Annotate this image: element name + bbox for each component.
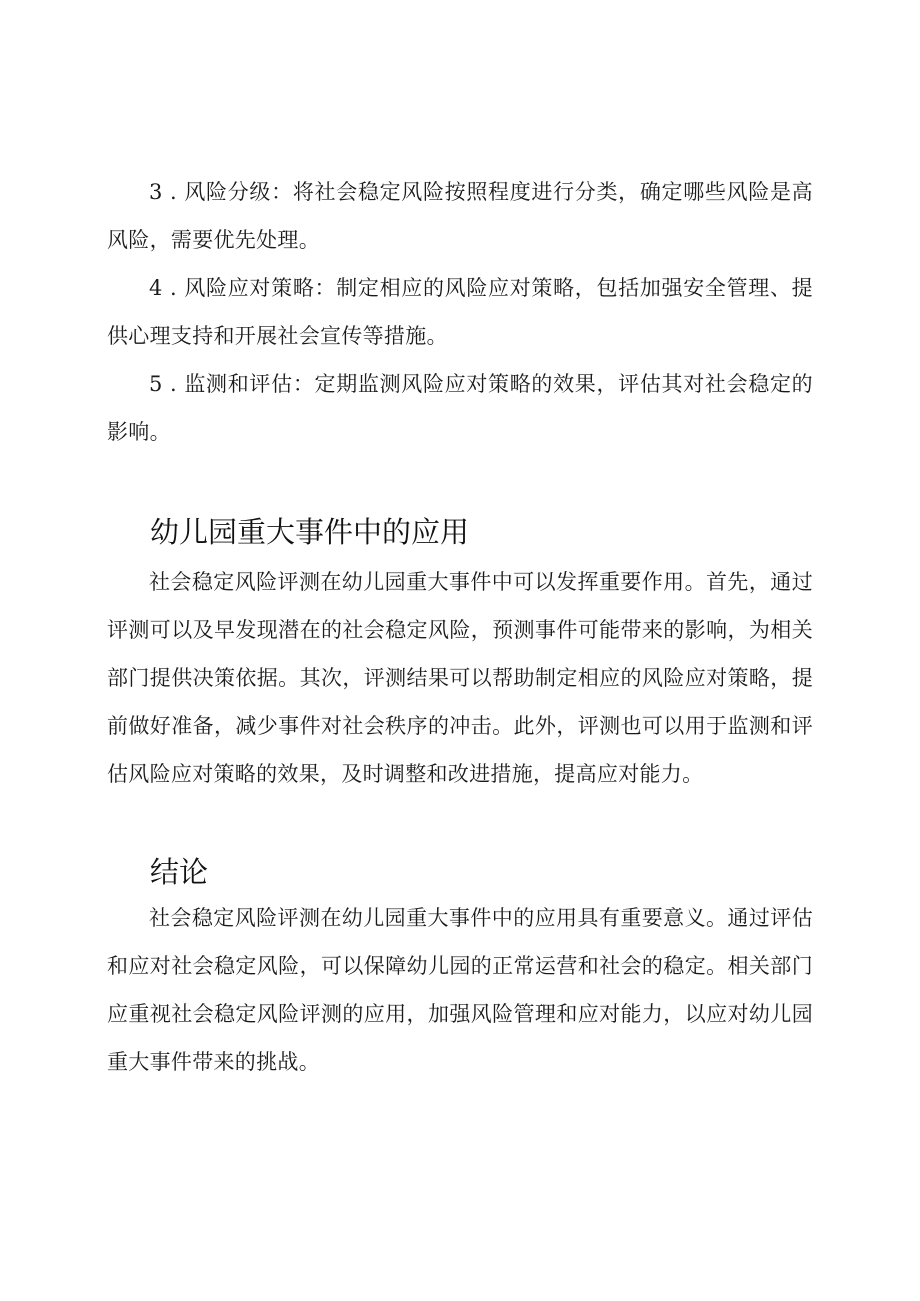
list-item-monitoring-evaluation: 5 . 监测和评估：定期监测风险应对策略的效果，评估其对社会稳定的影响。 (107, 372, 813, 444)
section-heading-application: 幼儿园重大事件中的应用 (150, 515, 470, 549)
section-body-application: 社会稳定风险评测在幼儿园重大事件中可以发挥重要作用。首先，通过评测可以及早发现潜在的社会稳定风险，预测事件可能带来的影响，为相关部门提供决策依据。其次，评测结果可以帮助制定相应的风险应对策略，提前做好准备，减少事件对社会秩序的冲击。此外，评测也可以用于监测和评估风险应对策略的效果，及时调整和改进措施，提高应对能力。 (107, 570, 813, 786)
section-heading-conclusion: 结论 (150, 855, 209, 889)
list-item-risk-response-strategy: 4 . 风险应对策略：制定相应的风险应对策略，包括加强安全管理、提供心理支持和开展社会宣传等措施。 (107, 276, 813, 348)
section-body-conclusion: 社会稳定风险评测在幼儿园重大事件中的应用具有重要意义。通过评估和应对社会稳定风险，可以保障幼儿园的正常运营和社会的稳定。相关部门应重视社会稳定风险评测的应用，加强风险管理和应对能力，以应对幼儿园重大事件带来的挑战。 (107, 906, 813, 1074)
list-item-risk-grading: 3 . 风险分级：将社会稳定风险按照程度进行分类，确定哪些风险是高风险，需要优先处理。 (107, 180, 813, 252)
